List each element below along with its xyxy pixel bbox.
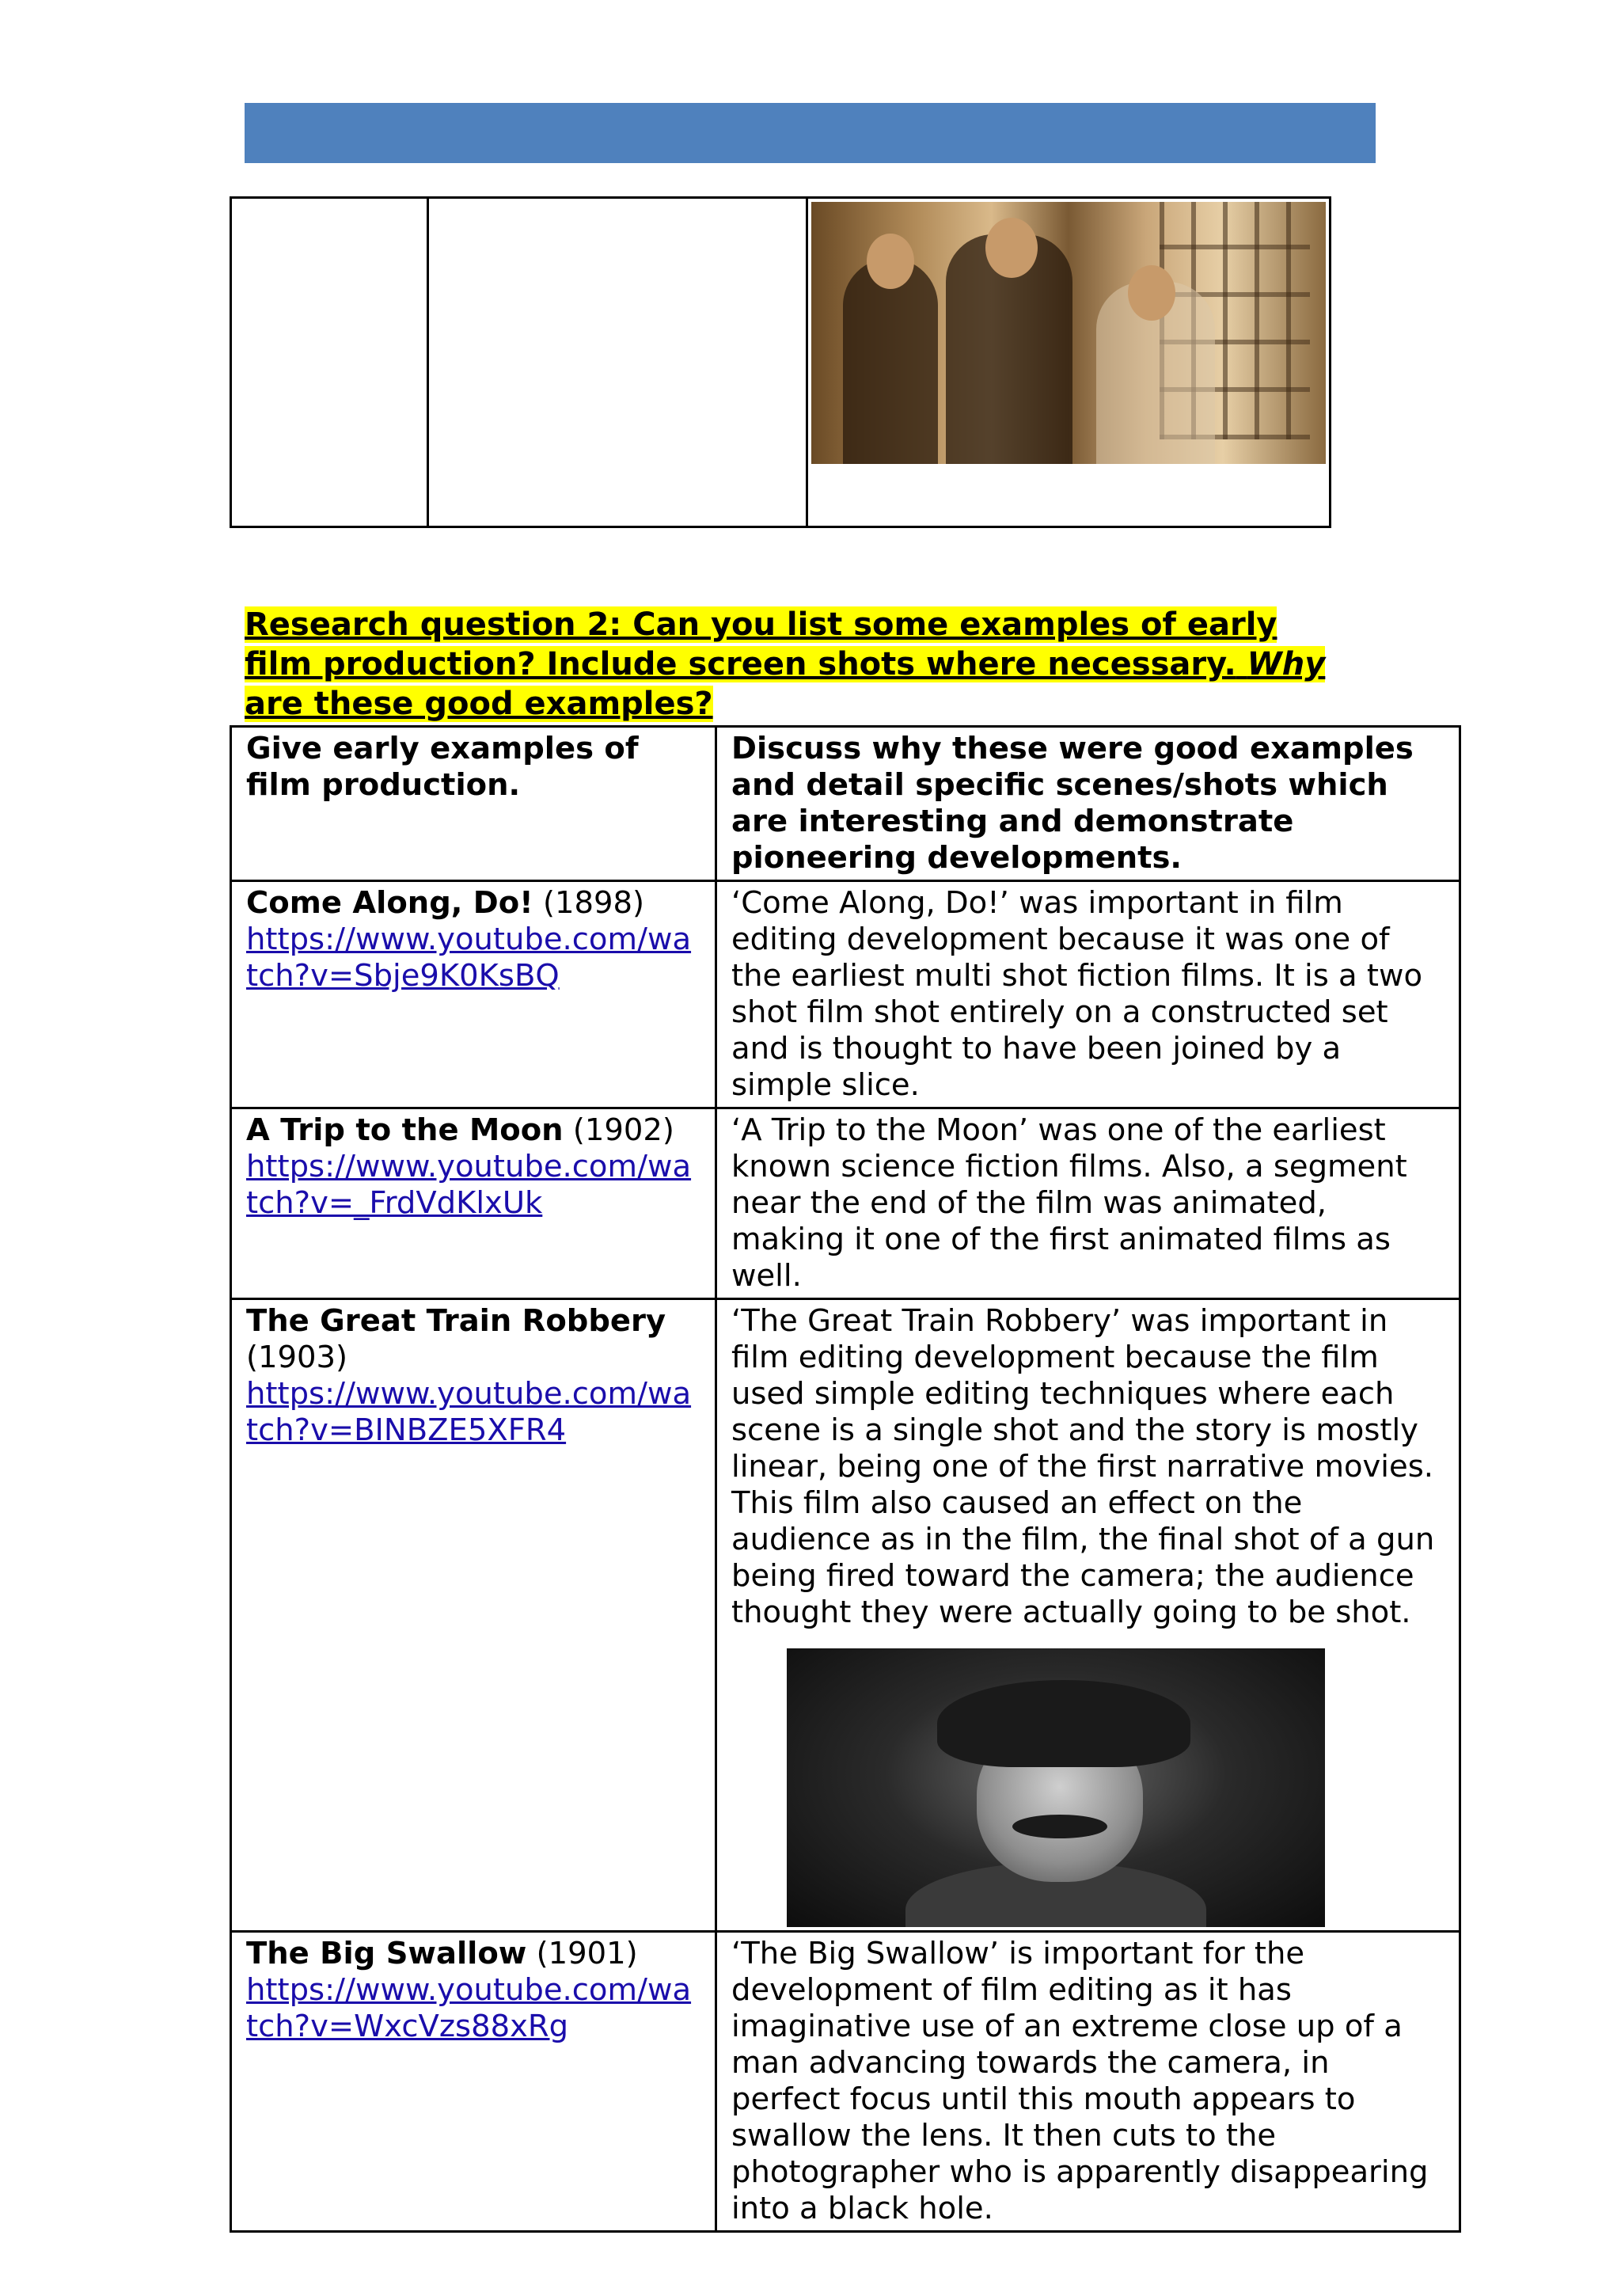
top-table xyxy=(230,196,1331,528)
film-link[interactable]: https://www.youtube.com/watch?v=_FrdVdKlxUk xyxy=(246,1149,692,1221)
film-year: (1902) xyxy=(572,1112,674,1148)
film-still-sepia xyxy=(811,202,1326,464)
top-table-cell-3 xyxy=(807,198,1331,527)
research-question-why: Why xyxy=(1247,646,1326,682)
header-bar xyxy=(245,103,1376,163)
film-link[interactable]: https://www.youtube.com/watch?v=BINBZE5XFR4 xyxy=(246,1376,692,1448)
film-description: ‘The Great Train Robbery’ was important in film editing development because the film used simple editing techniques where each scene is a single shot and the story is mostly linear, being one of the first narrative movies. This film also caused an effect on the audience as in the film, the final shot of a gun being fired toward the camera; the audience thought they were actually going to be shot. xyxy=(731,1303,1435,1630)
film-year: (1901) xyxy=(536,1936,638,1971)
film-link[interactable]: https://www.youtube.com/watch?v=WxcVzs88xRg xyxy=(246,1972,692,2044)
film-still-hat xyxy=(937,1680,1190,1767)
film-description-cell xyxy=(716,1299,1460,1932)
table-header-row xyxy=(231,727,1460,881)
film-cell xyxy=(231,1932,716,2232)
film-description: ‘Come Along, Do!’ was important in film editing development because it was one of the earliest multi shot fiction films. It is a two shot film shot entirely on a constructed set and is thought to have been joined by a simple slice. xyxy=(716,881,1460,1108)
top-table-cell-2 xyxy=(428,198,807,527)
film-title: A Trip to the Moon xyxy=(246,1112,564,1148)
table-row xyxy=(231,1932,1460,2232)
film-cell xyxy=(231,1108,716,1299)
film-still-head xyxy=(867,234,914,289)
research-question-heading xyxy=(245,605,1376,724)
film-description: ‘A Trip to the Moon’ was one of the earliest known science fiction films. Also, a segment near the end of the film was animated, making it one of the first animated films as well. xyxy=(716,1108,1460,1299)
table-row xyxy=(231,1299,1460,1932)
film-cell xyxy=(231,1299,716,1932)
film-still-mustache xyxy=(1012,1815,1107,1838)
film-still-bw xyxy=(787,1648,1325,1927)
table-row xyxy=(231,1108,1460,1299)
top-table-cell-1 xyxy=(231,198,428,527)
header-examples: Give early examples of film production. xyxy=(231,727,716,881)
film-still-head xyxy=(985,218,1038,278)
film-title: The Great Train Robbery xyxy=(246,1303,666,1339)
header-discussion: Discuss why these were good examples and detail specific scenes/shots which are interesting and demonstrate pioneering developments. xyxy=(716,727,1460,881)
research-question-line-2: film production? Include screen shots where necessary. xyxy=(245,646,1236,682)
examples-table xyxy=(230,725,1461,2233)
film-title: The Big Swallow xyxy=(246,1936,527,1971)
research-question-line-3: are these good examples? xyxy=(245,686,713,722)
film-year: (1898) xyxy=(543,885,645,921)
film-title: Come Along, Do! xyxy=(246,885,533,921)
film-cell xyxy=(231,881,716,1108)
table-row xyxy=(231,881,1460,1108)
film-still-head xyxy=(1128,265,1175,321)
research-question-line-1: Research question 2: Can you list some examples of early xyxy=(245,606,1277,643)
film-link[interactable]: https://www.youtube.com/watch?v=Sbje9K0KsBQ xyxy=(246,922,692,994)
film-still-figure xyxy=(843,258,938,464)
film-year: (1903) xyxy=(246,1340,348,1375)
film-description: ‘The Big Swallow’ is important for the development of film editing as it has imaginative use of an extreme close up of a man advancing towards the camera, in perfect focus until this mouth appears to swallow the lens. It then cuts to the photographer who is apparently disappearing into a black hole. xyxy=(716,1932,1460,2232)
